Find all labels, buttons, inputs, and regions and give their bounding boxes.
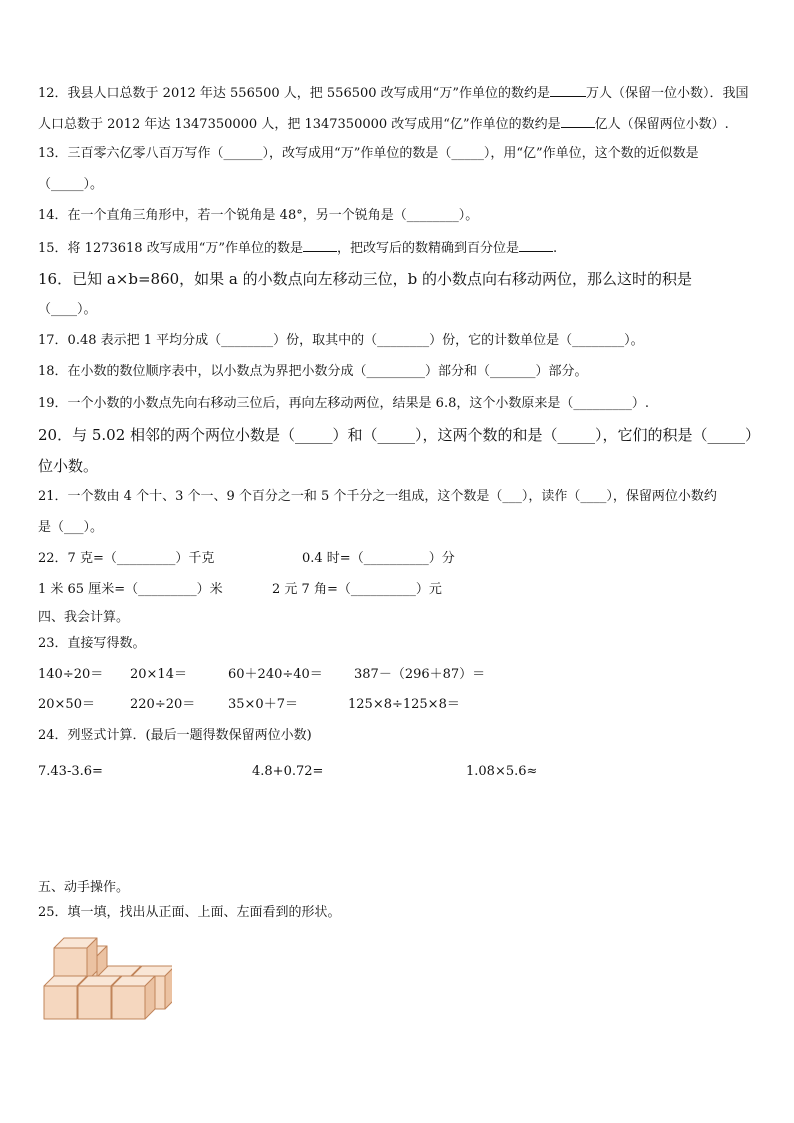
q21-line-1: 21．一个数由 4 个十、3 个一、9 个百分之一和 5 个千分之一组成，这个数是（___），读作（____），保留两位小数约: [38, 489, 717, 504]
q23-item: 20×14＝: [130, 667, 187, 682]
q16-line-2: （____）。: [38, 302, 97, 317]
q15-text-b: ，把改写后的数精确到百分位是: [337, 241, 520, 256]
q16-line-1: 16．已知 a×b=860，如果 a 的小数点向左移动三位，b 的小数点向右移动两位，那么这时的积是: [38, 270, 693, 288]
q13-line-2: （_____）。: [38, 177, 104, 192]
q15-text-a: 15．将 1273618 改写成用“万”作单位的数是: [38, 241, 303, 256]
cube-stack-figure: [40, 930, 172, 1026]
q12-blank-2[interactable]: [561, 115, 595, 128]
q12-line1-suffix: 万人（保留一位小数）．我国: [585, 86, 749, 101]
q13-line-1: 13．三百零六亿零八百万写作（______），改写成用“万”作单位的数是（_____），用“亿”作单位，这个数的近似数是: [38, 146, 699, 161]
q23-item: 125×8÷125×8＝: [348, 697, 460, 712]
question-25: 25．填一填，找出从正面、上面、左面看到的形状。: [38, 905, 341, 920]
q23-title: 23．直接写得数。: [38, 636, 146, 651]
q23-item: 60＋240÷40＝: [228, 667, 323, 682]
q23-item: 140÷20＝: [38, 667, 104, 682]
q24-title: 24．列竖式计算．(最后一题得数保留两位小数): [38, 728, 312, 743]
q22-d: 2 元 7 角=（__________）元: [272, 582, 442, 597]
q15-text-c: .: [553, 241, 558, 256]
q23-item: 20×50＝: [38, 697, 95, 712]
question-14: 14．在一个直角三角形中，若一个锐角是 48°，另一个锐角是（________）。: [38, 208, 479, 223]
unit-cube: [54, 938, 97, 981]
question-15: [38, 239, 557, 257]
q24-item: 4.8+0.72=: [252, 764, 324, 779]
q15-blank-2[interactable]: [519, 239, 553, 252]
section-5-heading: 五、动手操作。: [38, 880, 130, 895]
q22-c: 1 米 65 厘米=（_________）米: [38, 582, 223, 597]
q21-line-2: 是（___）。: [38, 520, 104, 535]
q24-item: 1.08×5.6≈: [466, 764, 538, 779]
q12-line2-suffix: 亿人（保留两位小数）.: [594, 117, 729, 132]
question-19: 19．一个小数的小数点先向右移动三位后，再向左移动两位，结果是 6.8，这个小数原来是（_________）.: [38, 396, 649, 411]
question-18: 18．在小数的数位顺序表中，以小数点为界把小数分成（_________）部分和（_______）部分。: [38, 364, 588, 379]
q12-line1-text: 12．我县人口总数于 2012 年达 556500 人，把 556500 改写成用“万”作单位的数约是: [38, 86, 550, 101]
q22-b: 0.4 时=（__________）分: [302, 551, 455, 566]
q23-item: 387－（296＋87）＝: [354, 667, 486, 682]
question-17: 17．0.48 表示把 1 平均分成（________）份，取其中的（________）份，它的计数单位是（________）。: [38, 333, 644, 348]
q20-line-1: 20．与 5.02 相邻的两个两位小数是（_____）和（_____），这两个数的和是（_____），它们的积是（_____）: [38, 426, 761, 444]
q23-item: 35×0＋7＝: [228, 697, 298, 712]
section-4-heading: 四、我会计算。: [38, 610, 130, 625]
q24-item: 7.43-3.6=: [38, 764, 103, 779]
q15-blank-1[interactable]: [303, 239, 337, 252]
q23-item: 220÷20＝: [130, 697, 196, 712]
q22-a: 22．7 克=（_________）千克: [38, 551, 215, 566]
q12-line2-text: 人口总数于 2012 年达 1347350000 人，把 1347350000 改写成用“亿”作单位的数约是: [38, 117, 561, 132]
unit-cube: [112, 976, 155, 1019]
q20-line-2: 位小数。: [38, 457, 99, 475]
q12-blank-1[interactable]: [550, 84, 586, 97]
